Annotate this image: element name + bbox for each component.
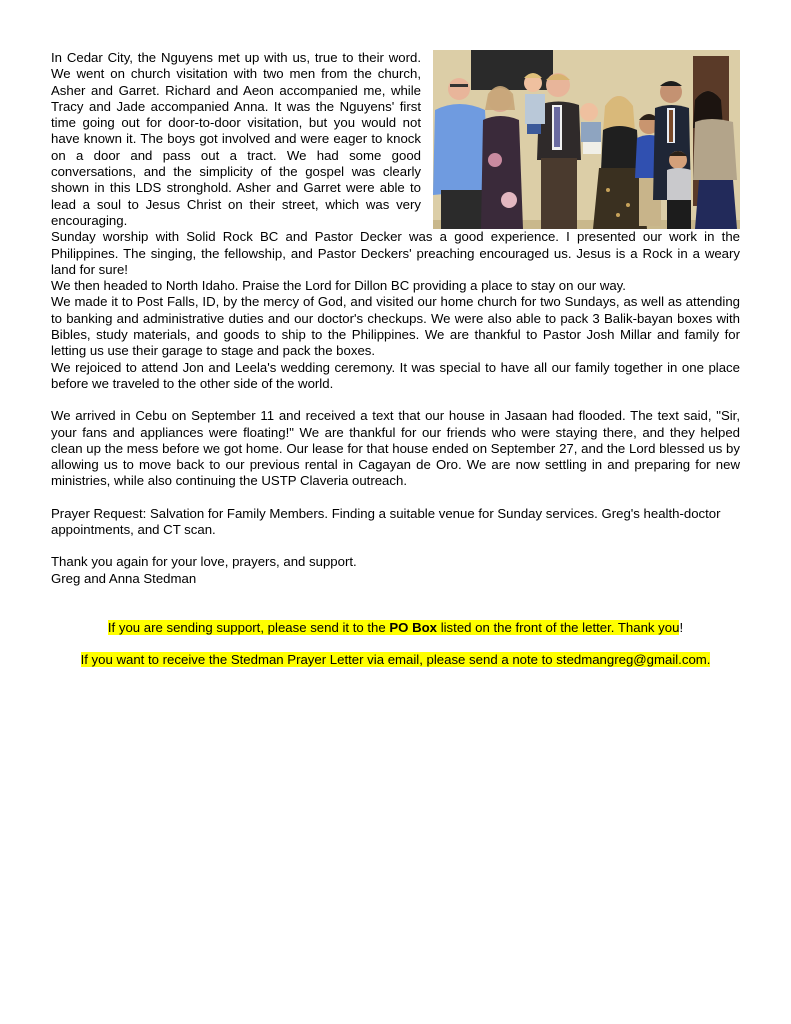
paragraph-north-idaho: We then headed to North Idaho. Praise the Lord for Dillon BC providing a place to stay on our way. — [51, 278, 626, 294]
letter-page — [51, 50, 740, 669]
support-notice-exclamation: ! — [679, 619, 684, 635]
paragraph-cebu: We arrived in Cebu on September 11 and received a text that our house in Jasaan had flooded. The text said, "Sir, your fans and appliances were floating!" We are thankful for our friends who were staying there, and they helped clean up the mess before we got home. Our lease for that house ended on September 27, and the Lord blessed us by allowing us to move back to our previous rental in Cagayan de Oro. We are now settling in and preparing for new ministries, while also continuing the USTP Claveria outreach. — [51, 408, 740, 489]
thank-you-line: Thank you again for your love, prayers, and support. — [51, 554, 357, 570]
support-notice-start: If you are sending support, please send it to the — [107, 619, 390, 635]
paragraph-sunday-worship: Sunday worship with Solid Rock BC and Pastor Decker was a good experience. I presented our work in the Philippines. The singing, the fellowship, and Pastor Deckers' preaching encouraged us. Jesus is a Rock in a weary land for sure! — [51, 229, 740, 277]
group-photo — [433, 50, 740, 229]
po-box-label: PO Box — [389, 619, 438, 635]
cedar-city-section — [51, 50, 740, 229]
email-notice — [51, 652, 740, 668]
support-notice-text — [108, 620, 680, 635]
paragraph-cedar-city: In Cedar City, the Nguyens met up with us, true to their word. We went on church visitation with two men from the church, Asher and Garret. Richard and Aeon accompanied me, while Tracy and Jade accompanied Anna. It was the Nguyens' first time going out for door-to-door visitation, but you would not have known it. The boys got involved and were eager to knock on a door and pass out a tract. We had some good conversations, and the simplicity of the gospel was clearly shown in this LDS stronghold. Asher and Garret were able to lead a soul to Jesus Christ on their street, which was very encouraging. — [51, 50, 421, 228]
signature: Greg and Anna Stedman — [51, 570, 197, 586]
support-notice-end: listed on the front of the letter. Thank you — [437, 619, 680, 635]
paragraph-wedding: We rejoiced to attend Jon and Leela's wedding ceremony. It was special to have all our family together in one place before we traveled to the other side of the world. — [51, 359, 740, 391]
prayer-request: Prayer Request: Salvation for Family Members. Finding a suitable venue for Sunday services. Greg's health-doctor appointments, and CT scan. — [51, 505, 721, 538]
support-notice — [51, 620, 740, 636]
email-notice-text: If you want to receive the Stedman Prayer Letter via email, please send a note to stedmangreg@gmail.com. — [80, 652, 711, 668]
paragraph-post-falls: We made it to Post Falls, ID, by the mercy of God, and visited our home church for two Sundays, as well as attending to banking and administrative duties and our doctor's checkups. We were also able to pack 3 Balik-bayan boxes with Bibles, study materials, and goods to ship to the Philippines. We are thankful to Pastor Josh Millar and family for letting us use their garage to stage and pack the boxes. — [51, 294, 740, 359]
